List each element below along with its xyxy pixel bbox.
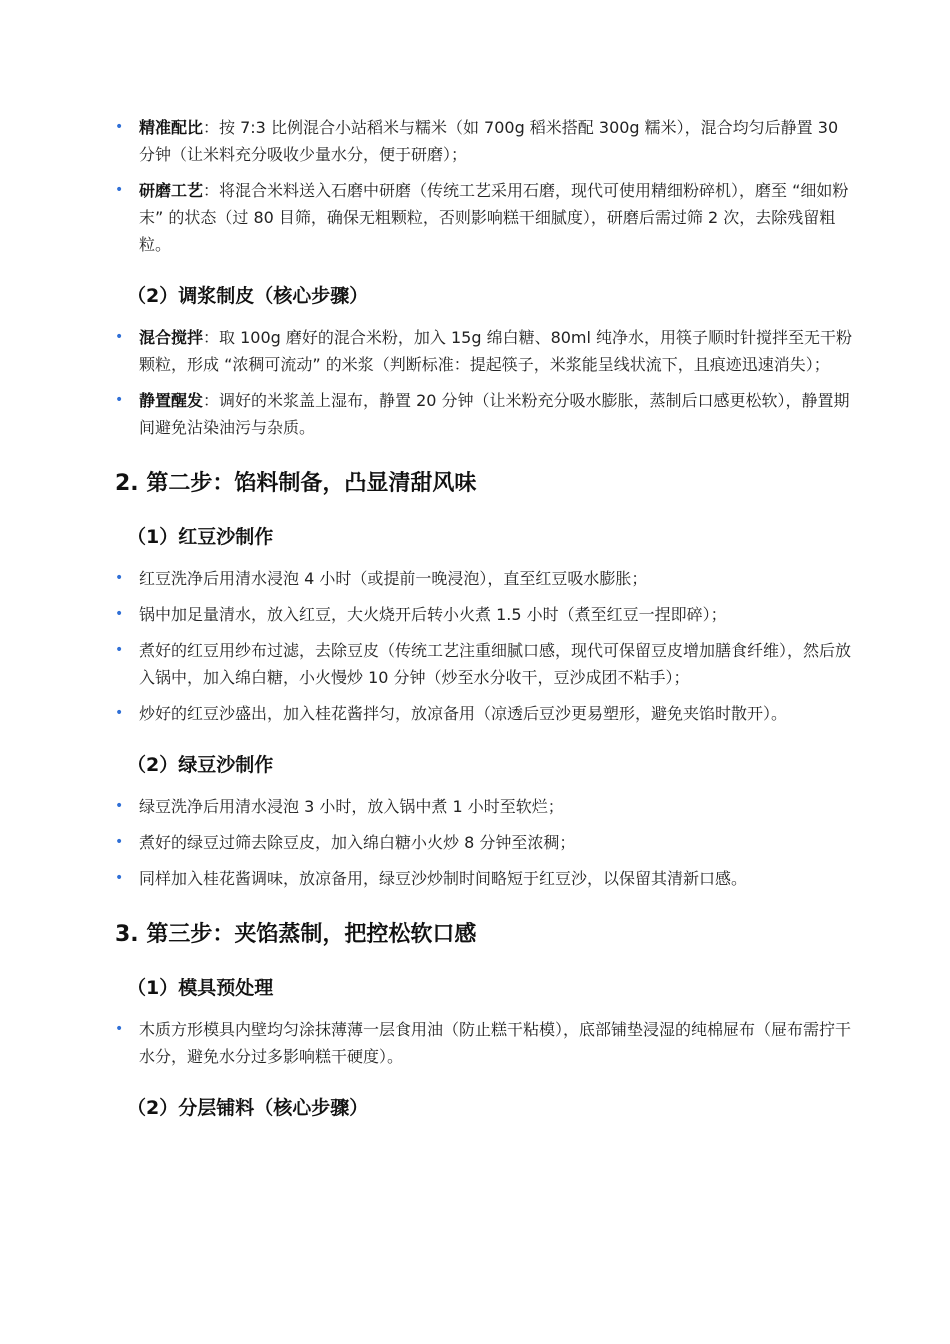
list-item bbox=[115, 177, 855, 258]
list-item bbox=[115, 114, 855, 168]
item-text: 煮好的红豆用纱布过滤，去除豆皮（传统工艺注重细腻口感，现代可保留豆皮增加膳食纤维），然后放入锅中，加入绵白糖，小火慢炒 10 分钟（炒至水分收干，豆沙成团不粘手）； bbox=[139, 641, 852, 687]
item-text: ：将混合米料送入石磨中研磨（传统工艺采用石磨，现代可使用精细粉碎机），磨至 “细如粉末” 的状态（过 80 目筛，确保无粗颗粒，否则影响糕干细腻度），研磨后需过筛 2 次，去除残留粗粒。 bbox=[139, 181, 849, 254]
list-item bbox=[115, 565, 855, 592]
bullet-icon: • bbox=[115, 705, 124, 721]
item-text: ：调好的米浆盖上湿布，静置 20 分钟（让米粉充分吸水膨胀，蒸制后口感更松软），静置期间避免沾染油污与杂质。 bbox=[139, 391, 850, 437]
document-content bbox=[115, 114, 855, 1136]
item-text: 煮好的绿豆过筛去除豆皮，加入绵白糖小火炒 8 分钟至浓稠； bbox=[139, 833, 576, 852]
list-item bbox=[115, 829, 855, 856]
item-text: 锅中加足量清水，放入红豆，大火烧开后转小火煮 1.5 小时（煮至红豆一捏即碎）； bbox=[139, 605, 727, 624]
subsection-heading: （2）绿豆沙制作 bbox=[127, 754, 274, 776]
bullet-icon: • bbox=[115, 329, 124, 345]
item-text: 炒好的红豆沙盛出，加入桂花酱拌匀，放凉备用（凉透后豆沙更易塑形，避免夹馅时散开）。 bbox=[139, 704, 788, 723]
list-item bbox=[115, 601, 855, 628]
section-heading: 3. 第三步：夹馅蒸制，把控松软口感 bbox=[115, 922, 477, 947]
rice-flour-prep-list bbox=[115, 114, 855, 258]
item-term: 静置醒发 bbox=[139, 391, 204, 410]
list-item bbox=[115, 793, 855, 820]
bullet-icon: • bbox=[115, 392, 124, 408]
subsection-heading: （2）调浆制皮（核心步骤） bbox=[127, 285, 369, 307]
batter-list bbox=[115, 324, 855, 441]
item-term: 精准配比 bbox=[139, 118, 204, 137]
list-item bbox=[115, 637, 855, 691]
list-item bbox=[115, 700, 855, 727]
list-item bbox=[115, 387, 855, 441]
bullet-icon: • bbox=[115, 119, 124, 135]
item-text: 红豆洗净后用清水浸泡 4 小时（或提前一晚浸泡），直至红豆吸水膨胀； bbox=[139, 569, 648, 588]
item-term: 混合搅拌 bbox=[139, 328, 204, 347]
list-item bbox=[115, 324, 855, 378]
list-item bbox=[115, 1016, 855, 1070]
subsection-heading: （1）模具预处理 bbox=[127, 977, 274, 999]
item-text: 绿豆洗净后用清水浸泡 3 小时，放入锅中煮 1 小时至软烂； bbox=[139, 797, 564, 816]
subsection-heading: （2）分层铺料（核心步骤） bbox=[127, 1097, 369, 1119]
item-text: 同样加入桂花酱调味，放凉备用，绿豆沙炒制时间略短于红豆沙，以保留其清新口感。 bbox=[139, 869, 748, 888]
item-text: ：按 7:3 比例混合小站稻米与糯米（如 700g 稻米搭配 300g 糯米），混合均匀后静置 30 分钟（让米料充分吸收少量水分，便于研磨）； bbox=[139, 118, 839, 164]
bullet-icon: • bbox=[115, 798, 124, 814]
red-bean-list bbox=[115, 565, 855, 727]
bullet-icon: • bbox=[115, 606, 124, 622]
mung-bean-list bbox=[115, 793, 855, 892]
bullet-icon: • bbox=[115, 834, 124, 850]
bullet-icon: • bbox=[115, 642, 124, 658]
item-text: ：取 100g 磨好的混合米粉，加入 15g 绵白糖、80ml 纯净水，用筷子顺时针搅拌至无干粉颗粒，形成 “浓稠可流动” 的米浆（判断标准：提起筷子，米浆能呈线状流下，且痕迹迅速消失）； bbox=[139, 328, 853, 374]
item-text: 木质方形模具内壁均匀涂抹薄薄一层食用油（防止糕干粘模），底部铺垫浸湿的纯棉屉布（屉布需拧干水分，避免水分过多影响糕干硬度）。 bbox=[139, 1020, 852, 1066]
list-item bbox=[115, 865, 855, 892]
item-term: 研磨工艺 bbox=[139, 181, 204, 200]
bullet-icon: • bbox=[115, 570, 124, 586]
bullet-icon: • bbox=[115, 182, 124, 198]
mold-prep-list bbox=[115, 1016, 855, 1070]
section-heading: 2. 第二步：馅料制备，凸显清甜风味 bbox=[115, 471, 477, 496]
bullet-icon: • bbox=[115, 870, 124, 886]
subsection-heading: （1）红豆沙制作 bbox=[127, 526, 274, 548]
bullet-icon: • bbox=[115, 1021, 124, 1037]
